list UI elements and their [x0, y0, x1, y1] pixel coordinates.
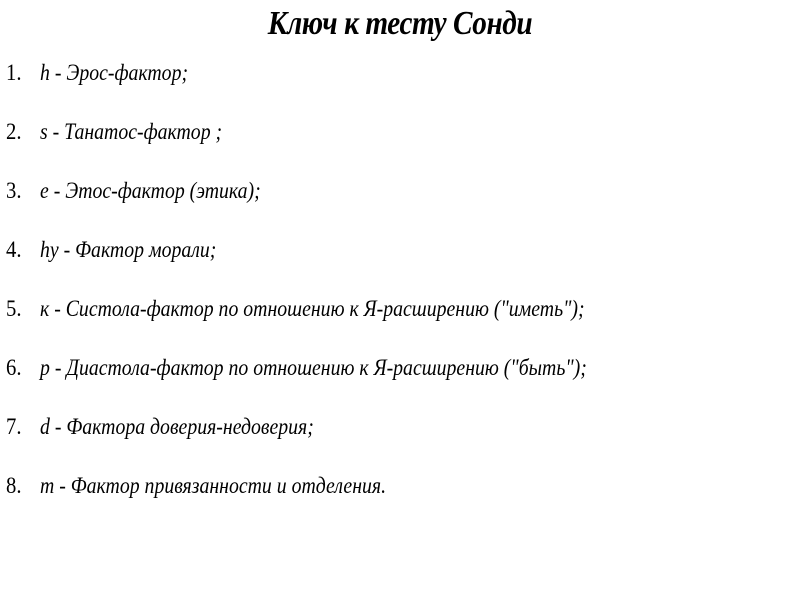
list-item-number: 4.: [6, 237, 22, 262]
list-item-number: 7.: [6, 414, 22, 439]
list-item-text: m - Фактор привязанности и отделения.: [40, 473, 387, 498]
list-item: [6, 174, 786, 233]
list-item-number: 6.: [6, 355, 22, 380]
list-item: [6, 233, 786, 292]
list-item-text: к - Систола-фактор по отношению к Я-расширению ("иметь");: [40, 296, 585, 321]
list-item: [6, 469, 786, 528]
list-item-text: e - Этос-фактор (этика);: [40, 178, 261, 203]
list-item-number: 5.: [6, 296, 22, 321]
list-item: [6, 115, 786, 174]
list-item: [6, 351, 786, 410]
list-item-text: h - Эрос-фактор;: [40, 60, 189, 85]
list-item-number: 1.: [6, 60, 22, 85]
list-item-number: 8.: [6, 473, 22, 498]
list-item-text: hy - Фактор морали;: [40, 237, 217, 262]
list-item: [6, 292, 786, 351]
list-item-text: s - Танатос-фактор ;: [40, 119, 223, 144]
page-title: Ключ к тесту Сонди: [267, 5, 533, 42]
list-item-text: d - Фактора доверия-недоверия;: [40, 414, 314, 439]
list-item: [6, 56, 786, 115]
list-item-number: 2.: [6, 119, 22, 144]
list-item-text: p - Диастола-фактор по отношению к Я-расширению ("быть");: [40, 355, 587, 380]
list-item: [6, 410, 786, 469]
factor-list: [6, 56, 786, 528]
list-item-number: 3.: [6, 178, 22, 203]
